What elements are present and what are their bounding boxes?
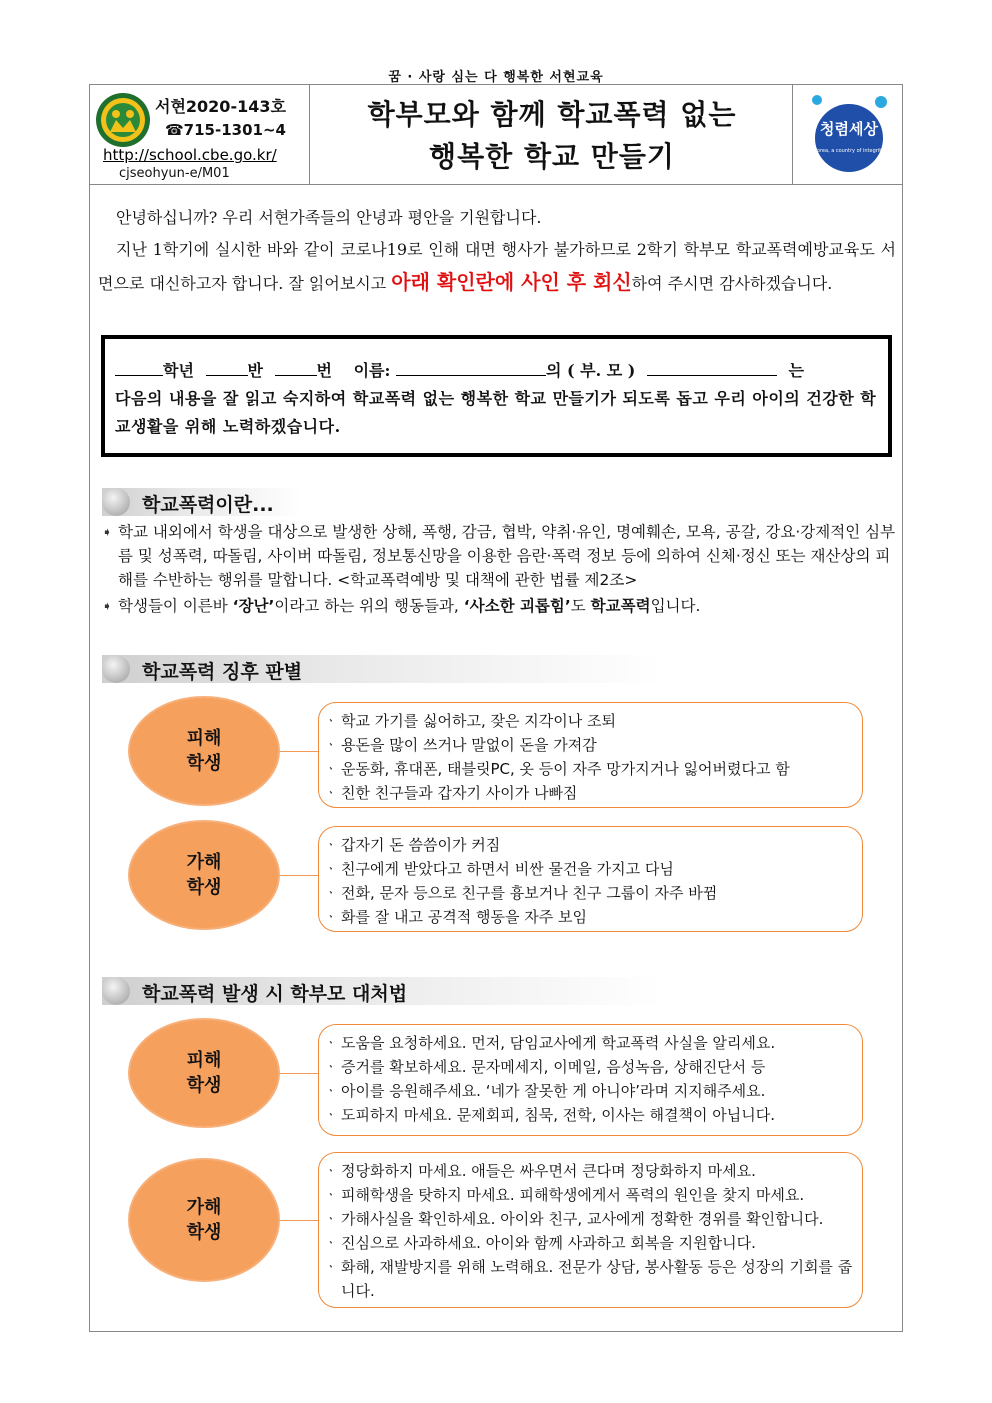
page-title — [311, 94, 793, 178]
list-item: ㆍ 가해사실을 확인하세요. 아이와 친구, 교사에게 정확한 경위를 확인합니다. — [331, 1207, 854, 1231]
list-item: ㆍ 도움을 요청하세요. 먼저, 담임교사에게 학교폭력 사실을 알리세요. — [331, 1031, 854, 1055]
arrow-bullet-icon: ➧ — [102, 599, 113, 613]
oval-label-line-1: 피해 — [186, 728, 222, 749]
signs-victim-list — [318, 702, 863, 808]
intro-line-1: 안녕하십니까? 우리 서현가족들의 안녕과 평안을 기원합니다. — [116, 208, 542, 227]
student-name-field[interactable] — [396, 357, 546, 376]
keyword-minor-bullying: ‘사소한 괴롭힘’ — [463, 597, 571, 615]
list-item: ㆍ 진심으로 사과하세요. 아이와 함께 사과하고 회복을 지원합니다. — [331, 1231, 854, 1255]
intro-line-2 — [98, 234, 896, 300]
response-victim-list — [318, 1024, 863, 1136]
class-field[interactable] — [206, 357, 248, 376]
oval-label-line-2: 학생 — [186, 877, 222, 898]
signs-victim-oval — [130, 698, 278, 804]
list-item: ㆍ 증거를 확보하세요. 문자메세지, 이메일, 음성녹음, 상해진단서 등 — [331, 1055, 854, 1079]
integrity-logo-box — [792, 84, 903, 184]
document-header — [89, 84, 903, 185]
intro-text — [98, 202, 896, 300]
connector-line — [280, 875, 318, 876]
definition-item-2-text-c: 이라고 하는 위의 행동들과, — [274, 597, 464, 615]
number-field[interactable] — [275, 357, 317, 376]
definition-item-2-text-g: 입니다. — [650, 597, 701, 615]
parent-signature-field[interactable] — [647, 357, 777, 376]
name-label: 이름: — [353, 361, 391, 380]
keyword-jangnan: ‘장난’ — [232, 597, 275, 615]
definition-item-1-text: 학교 내외에서 학생을 대상으로 발생한 상해, 폭행, 감금, 협박, 약취·유인, 명예훼손, 모욕, 공갈, 강요·강제적인 심부름 및 성폭력, 따돌림, 사이버 따돌림, 정보통신망을 이용한 음란·폭력 정보 등에 의하여 신체·정신 또는 재산상의 피해를 수반하는 행위를 말합니다. <학교폭력예방 및 대책에 관한 법률 제2조> — [118, 523, 896, 589]
response-offender-oval — [130, 1160, 278, 1280]
list-item: ㆍ 운동화, 휴대폰, 태블릿PC, 옷 등이 자주 망가지거나 잃어버렸다고 함 — [331, 757, 854, 781]
response-victim-oval — [130, 1020, 278, 1126]
grade-field[interactable] — [115, 357, 163, 376]
connector-line — [280, 751, 318, 752]
connector-line — [280, 1073, 318, 1074]
section-bullet-icon — [102, 488, 130, 516]
intro-text-b: 하여 주시면 감사하겠습니다. — [631, 274, 833, 293]
document-code: cjseohyun-e/M01 — [119, 166, 230, 181]
motto: 꿈 · 사랑 심는 다 행복한 서현교육 — [388, 70, 604, 85]
definition-item-2 — [100, 594, 896, 618]
keyword-school-violence: 학교폭력 — [590, 597, 651, 615]
list-item: ㆍ 피해학생을 탓하지 마세요. 피해학생에게서 폭력의 원인을 찾지 마세요. — [331, 1183, 854, 1207]
section-signs-title: 학교폭력 징후 판별 — [142, 661, 303, 683]
school-url-link[interactable]: http://school.cbe.go.kr/ — [103, 146, 277, 164]
list-item: ㆍ 정당화하지 마세요. 애들은 싸우면서 큰다며 정당화하지 마세요. — [331, 1159, 854, 1183]
confirmation-fields — [115, 357, 878, 385]
title-line-2: 행복한 학교 만들기 — [429, 140, 675, 173]
integrity-logo-subtext: Korea, a country of integrity — [813, 148, 885, 154]
list-item: ㆍ 화해, 재발방지를 위해 노력해요. 전문가 상담, 봉사활동 등은 성장의 기회를 줍니다. — [331, 1255, 854, 1303]
list-item: ㆍ 화를 잘 내고 공격적 행동을 자주 보임 — [331, 905, 854, 929]
response-offender-list — [318, 1152, 863, 1308]
oval-label-line-1: 가해 — [186, 852, 222, 873]
oval-label-line-2: 학생 — [186, 1075, 222, 1096]
section-definition-title: 학교폭력이란... — [142, 494, 274, 516]
definition-list — [100, 520, 896, 620]
signs-offender-oval — [130, 822, 278, 928]
section-response-title: 학교폭력 발생 시 학부모 대처법 — [142, 983, 408, 1005]
school-info — [89, 84, 310, 184]
oval-label-line-2: 학생 — [186, 753, 222, 774]
confirmation-box — [101, 335, 892, 457]
document-number: 서현2020-143호 — [155, 97, 286, 116]
list-item: ㆍ 친한 친구들과 갑자기 사이가 나빠짐 — [331, 781, 854, 805]
phone-number: ☎715-1301~4 — [165, 121, 286, 139]
confirmation-statement: 다음의 내용을 잘 읽고 숙지하여 학교폭력 없는 행복한 학교 만들기가 되도록 돕고 우리 아이의 건강한 학교생활을 위해 노력하겠습니다. — [115, 389, 877, 436]
section-bullet-icon — [102, 655, 130, 683]
integrity-logo-text: 청렴세상 — [820, 120, 878, 138]
intro-highlight: 아래 확인란에 사인 후 회신 — [391, 270, 632, 294]
list-item: ㆍ 용돈을 많이 쓰거나 말없이 돈을 가져감 — [331, 733, 854, 757]
grade-label: 학년 — [163, 361, 194, 380]
list-item: ㆍ 아이를 응원해주세요. ‘네가 잘못한 게 아니야’라며 지지해주세요. — [331, 1079, 854, 1103]
oval-label-line-2: 학생 — [186, 1222, 222, 1243]
list-item: ㆍ 갑자기 돈 씀씀이가 커짐 — [331, 833, 854, 857]
definition-item-2-text-a: 학생들이 이른바 — [118, 597, 233, 615]
arrow-bullet-icon: ➧ — [102, 525, 113, 539]
title-line-1: 학부모와 함께 학교폭력 없는 — [367, 98, 737, 131]
oval-label-line-1: 피해 — [186, 1050, 222, 1071]
definition-item-2-text-e: 도 — [570, 597, 591, 615]
intro-text-a: 지난 1학기에 실시한 바와 같이 코로나19로 인해 대면 행사가 불가하므로 2학기 학부모 학교폭력예방교육도 서면으로 대신하고자 합니다. 잘 읽어보시고 — [98, 240, 896, 293]
is-label: 는 — [788, 361, 804, 380]
parent-label: 의 ( 부. 모 ) — [546, 361, 636, 380]
list-item: ㆍ 도피하지 마세요. 문제회피, 침묵, 전학, 이사는 해결책이 아닙니다. — [331, 1103, 854, 1127]
section-bullet-icon — [102, 977, 130, 1005]
list-item: ㆍ 전화, 문자 등으로 친구를 흉보거나 친구 그룹이 자주 바뀜 — [331, 881, 854, 905]
number-label: 번 — [316, 361, 333, 380]
integrity-logo-icon — [807, 90, 891, 178]
list-item: ㆍ 학교 가기를 싫어하고, 잦은 지각이나 조퇴 — [331, 709, 854, 733]
definition-item-1 — [100, 520, 896, 592]
oval-label-line-1: 가해 — [186, 1197, 222, 1218]
school-emblem-icon — [95, 92, 151, 148]
connector-line — [280, 1220, 318, 1221]
class-label: 반 — [247, 361, 263, 380]
list-item: ㆍ 친구에게 받았다고 하면서 비싼 물건을 가지고 다님 — [331, 857, 854, 881]
signs-offender-list — [318, 826, 863, 932]
